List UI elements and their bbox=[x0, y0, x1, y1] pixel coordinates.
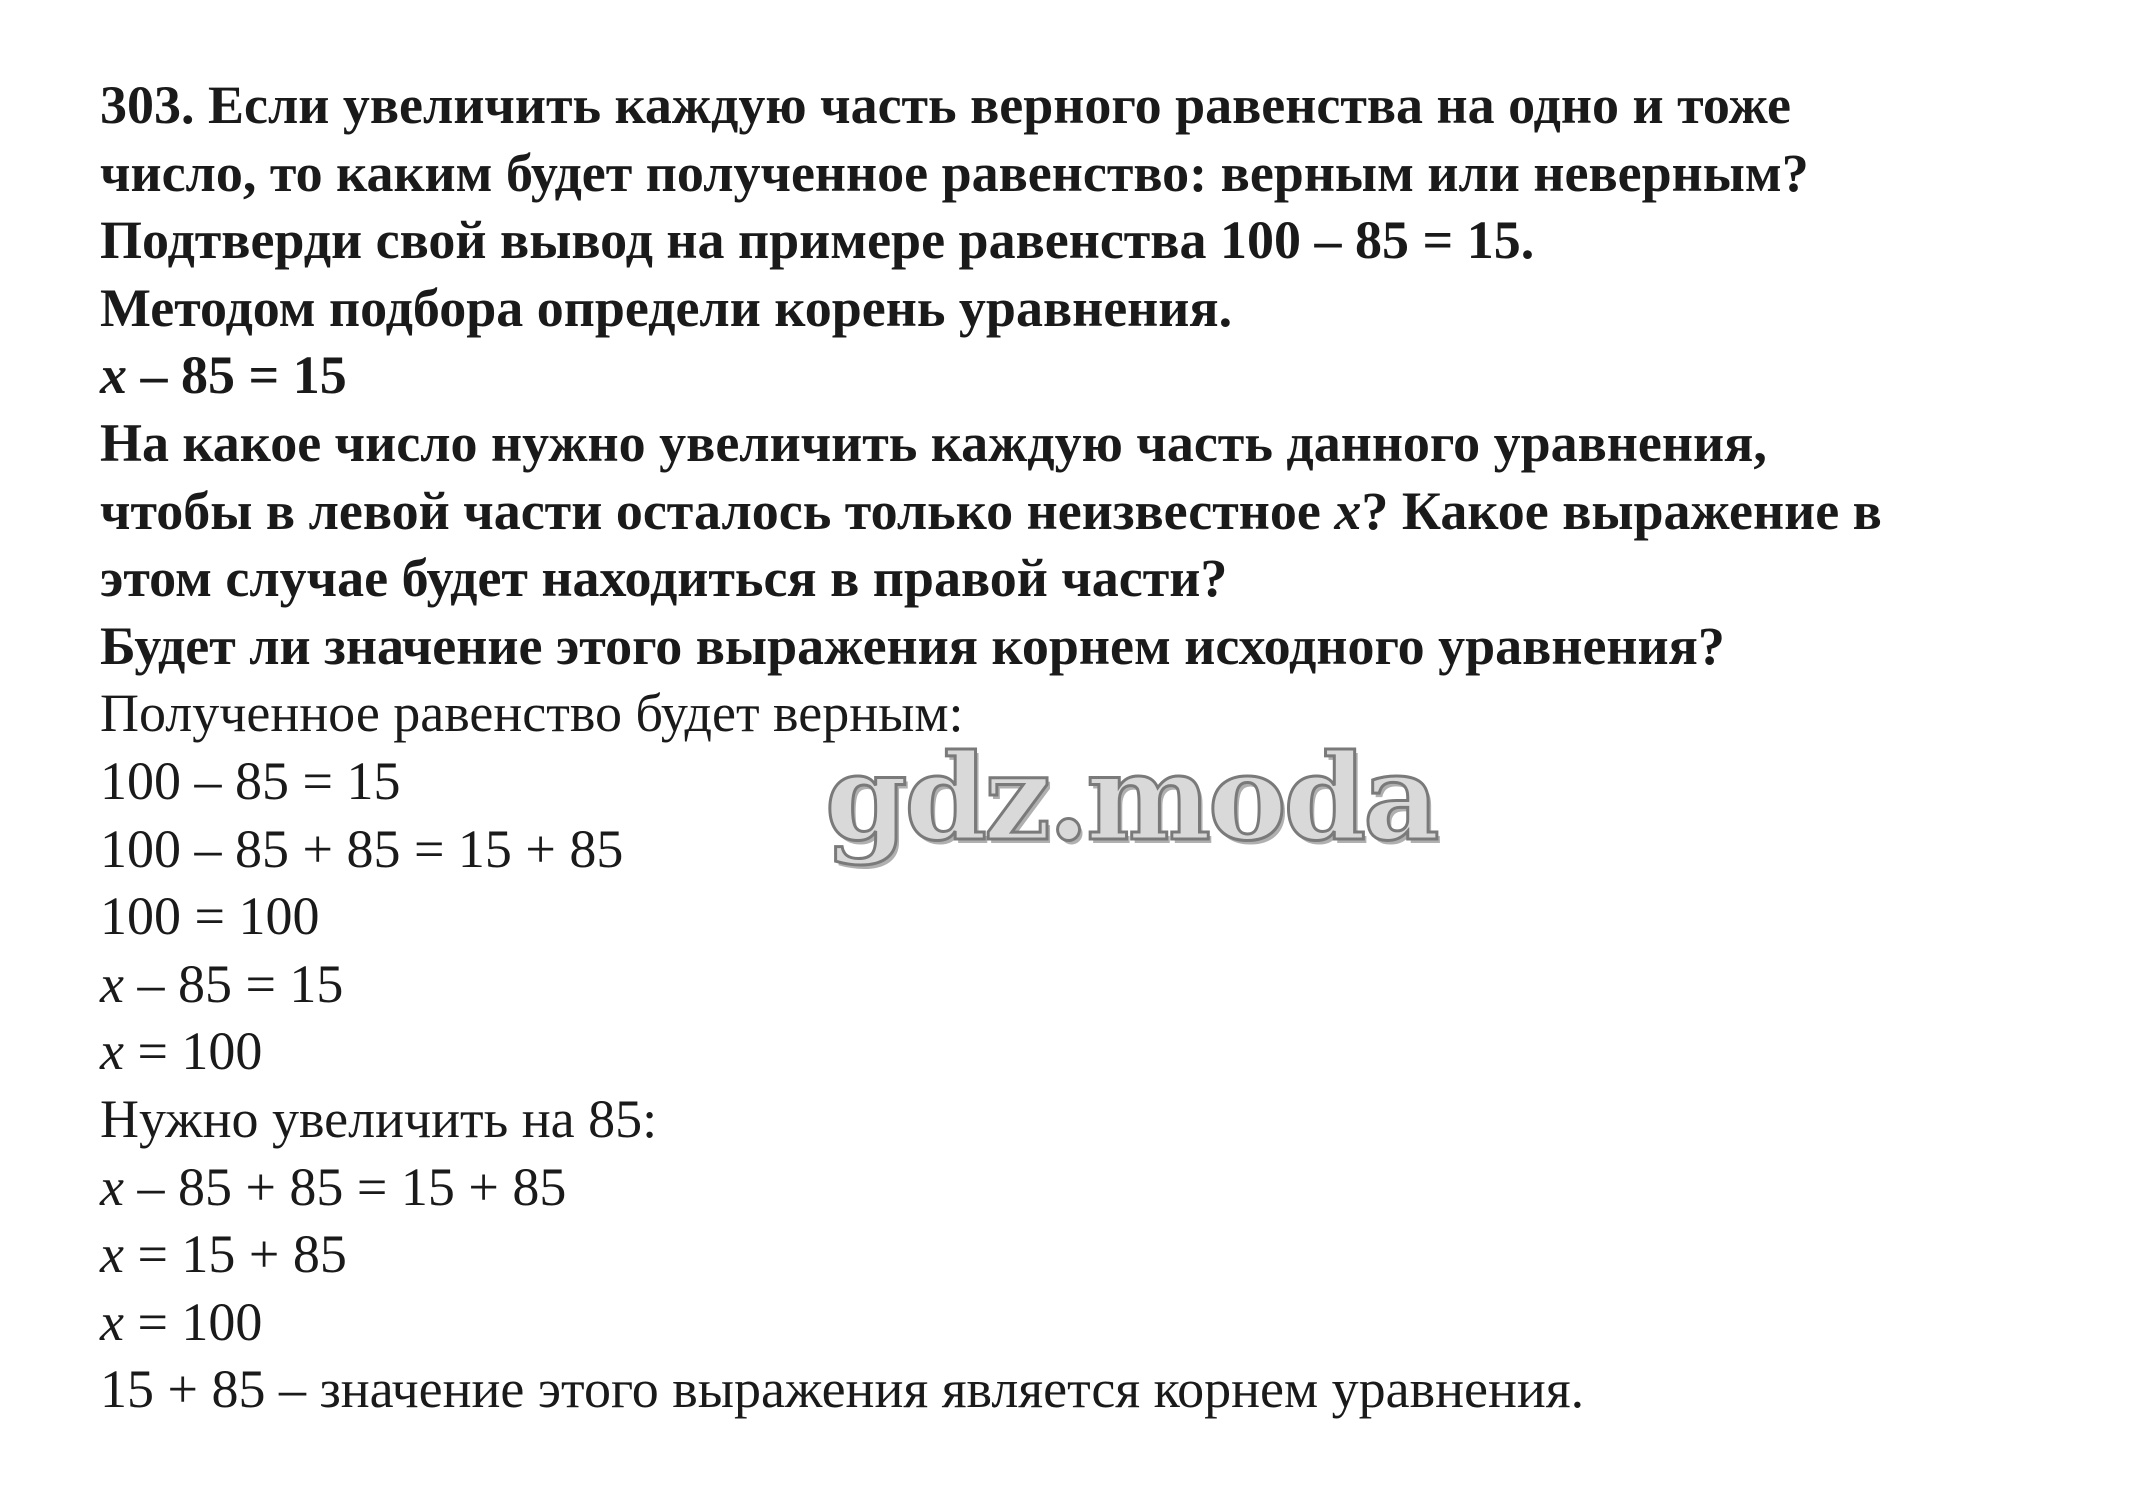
problem-line-7: чтобы в левой части осталось только неизвестное x? Какое выражение в bbox=[100, 480, 1882, 541]
variable-x: x bbox=[100, 1291, 124, 1352]
problem-line-6: На какое число нужно увеличить каждую часть данного уравнения, bbox=[100, 412, 1767, 473]
problem-line-4: Методом подбора определи корень уравнения. bbox=[100, 277, 1233, 338]
problem-line-8: этом случае будет находиться в правой части? bbox=[100, 548, 1228, 609]
variable-x: x bbox=[100, 1021, 124, 1082]
solution-line-1: Полученное равенство будет верным: bbox=[100, 683, 964, 744]
problem-line-3: Подтверди свой вывод на примере равенства 100 – 85 = 15. bbox=[100, 210, 1535, 271]
variable-x: x bbox=[100, 345, 127, 406]
solution-line-9: x = 15 + 85 bbox=[100, 1224, 347, 1285]
solution-line-7: Нужно увеличить на 85: bbox=[100, 1088, 658, 1149]
solution-line-11: 15 + 85 – значение этого выражения является корнем уравнения. bbox=[100, 1359, 1585, 1420]
solution-line-2: 100 – 85 = 15 bbox=[100, 750, 401, 811]
variable-x: x bbox=[100, 953, 124, 1014]
variable-x: x bbox=[100, 1156, 124, 1217]
problem-line-2: число, то каким будет полученное равенство: верным или неверным? bbox=[100, 142, 1809, 203]
solution-line-3: 100 – 85 + 85 = 15 + 85 bbox=[100, 818, 624, 879]
problem-equation: x – 85 = 15 bbox=[100, 345, 347, 406]
solution-line-6: x = 100 bbox=[100, 1021, 263, 1082]
problem-line-1: 303. Если увеличить каждую часть верного равенства на одно и тоже bbox=[100, 75, 1791, 135]
variable-x: x bbox=[100, 1224, 124, 1285]
solution-line-8: x – 85 + 85 = 15 + 85 bbox=[100, 1156, 567, 1217]
problem-line-9: Будет ли значение этого выражения корнем исходного уравнения? bbox=[100, 615, 1725, 676]
solution-line-5: x – 85 = 15 bbox=[100, 953, 344, 1014]
variable-x: x bbox=[1334, 480, 1362, 541]
solution-line-4: 100 = 100 bbox=[100, 886, 320, 947]
solution-line-10: x = 100 bbox=[100, 1291, 263, 1352]
watermark-logo: gdz.moda bbox=[825, 728, 1437, 867]
